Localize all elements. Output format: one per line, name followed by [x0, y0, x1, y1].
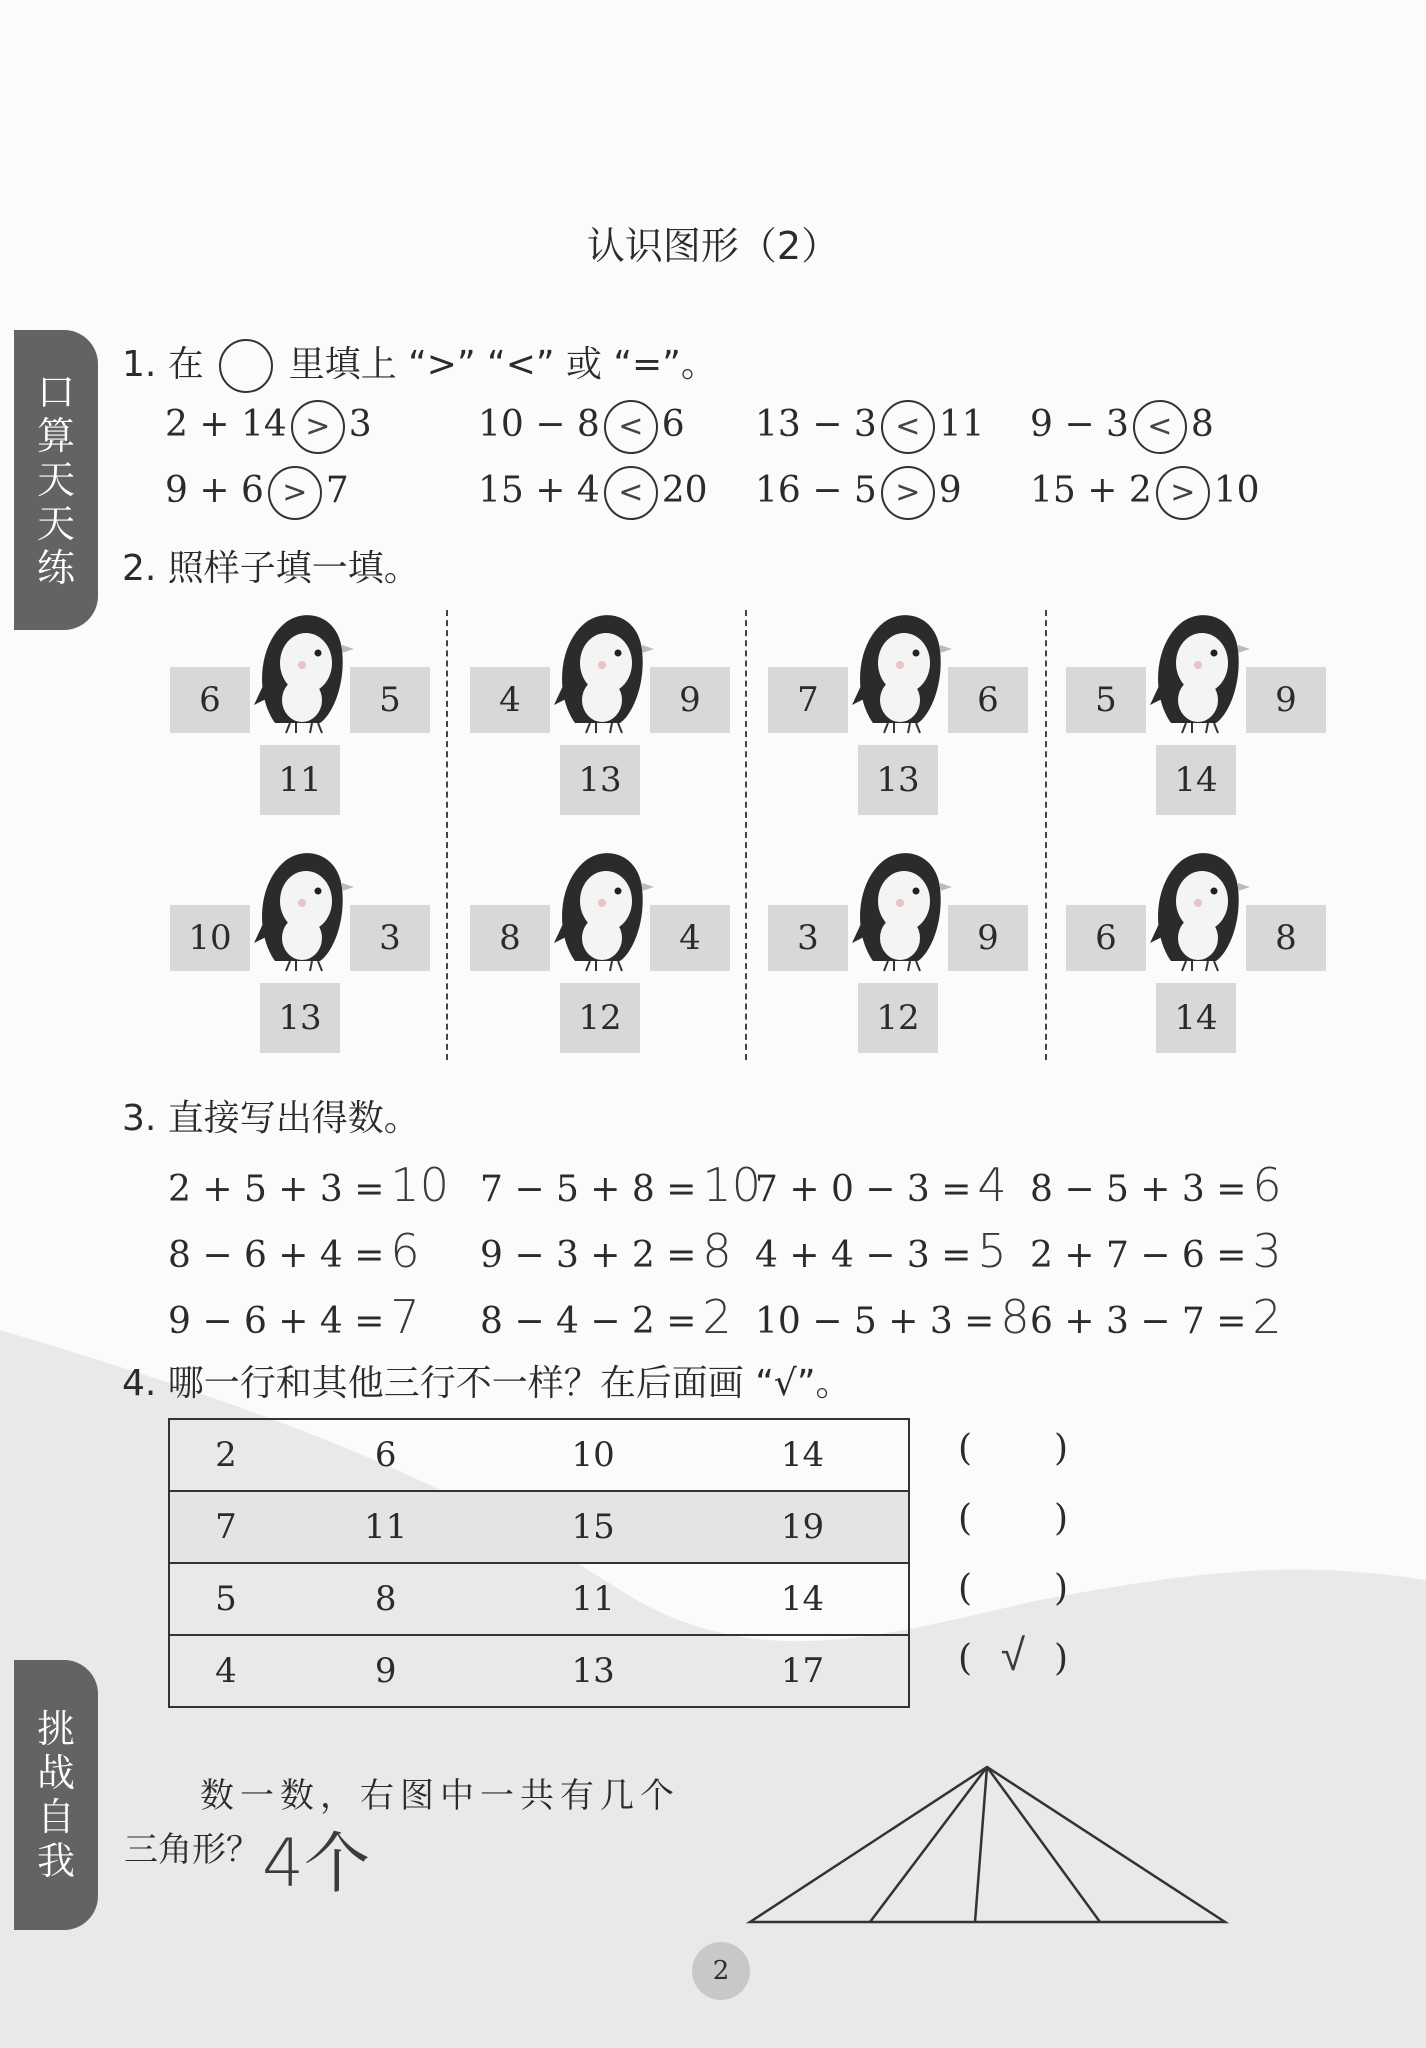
q3-expression: 2 + 7 − 6 =	[1030, 1235, 1247, 1276]
penguin-icon	[550, 843, 660, 977]
penguin-bottom-box[interactable]: 12	[560, 983, 640, 1053]
q1-right-expr: 10	[1213, 470, 1260, 511]
table-cell: 19	[780, 1507, 825, 1547]
penguin-right-box[interactable]: 9	[650, 667, 730, 733]
penguin-icon	[1146, 605, 1256, 739]
q1-item	[165, 466, 349, 520]
table-cell: 17	[780, 1651, 825, 1691]
tab-char: 战	[36, 1751, 75, 1795]
q1-right-expr: 20	[661, 470, 708, 511]
penguin-icon	[848, 605, 958, 739]
penguin-left-box[interactable]: 6	[1066, 905, 1146, 971]
q3-answer[interactable]: 3	[1252, 1224, 1282, 1278]
penguin-left-box[interactable]: 6	[170, 667, 250, 733]
q2-label: 2. 照样子填一填。	[122, 548, 420, 589]
q3-answer[interactable]: 2	[702, 1290, 732, 1344]
q1-left-expr: 2 + 14	[165, 404, 287, 445]
answer-parentheses[interactable]	[958, 1498, 1068, 1539]
tab-char: 我	[36, 1839, 75, 1883]
q3-answer[interactable]: 7	[390, 1290, 420, 1344]
answer-circle[interactable]: >	[881, 466, 935, 520]
answer-circle[interactable]: >	[1156, 466, 1210, 520]
q3-item	[1030, 1158, 1282, 1212]
q3-expression: 7 + 0 − 3 =	[755, 1169, 972, 1210]
q1-right-expr: 6	[661, 404, 685, 445]
answer-circle[interactable]: >	[268, 466, 322, 520]
tab-char: 挑	[36, 1707, 75, 1751]
q1-right-expr: 9	[938, 470, 962, 511]
table-row	[169, 1635, 909, 1707]
q1-right-expr: 3	[348, 404, 372, 445]
q3-expression: 10 − 5 + 3 =	[755, 1301, 995, 1342]
penguin-icon	[250, 843, 360, 977]
table-cell: 13	[571, 1651, 615, 1691]
table-cell: 11	[364, 1507, 408, 1547]
answer-parentheses[interactable]	[958, 1568, 1068, 1609]
penguin-left-box[interactable]: 3	[768, 905, 848, 971]
penguin-right-box[interactable]: 9	[948, 905, 1028, 971]
penguin-icon	[250, 605, 360, 739]
answer-parentheses[interactable]	[958, 1428, 1068, 1469]
tab-char: 练	[36, 546, 75, 590]
q3-answer[interactable]: 6	[390, 1224, 420, 1278]
q3-answer[interactable]: 4	[977, 1158, 1007, 1212]
q1-right-expr: 8	[1190, 404, 1214, 445]
divider	[1045, 610, 1047, 1060]
penguin-bottom-box[interactable]: 12	[858, 983, 938, 1053]
answer-parentheses[interactable]	[958, 1630, 1068, 1681]
q3-item	[480, 1290, 732, 1344]
tab-char: 天	[36, 458, 75, 502]
q1-right-expr: 11	[938, 404, 985, 445]
penguin-icon	[550, 605, 660, 739]
empty-circle-icon	[219, 339, 273, 393]
q1-item	[755, 466, 962, 520]
tab-char: 算	[36, 414, 75, 458]
table-cell: 5	[215, 1579, 237, 1619]
table-cell: 2	[215, 1435, 237, 1475]
table-cell: 15	[571, 1507, 615, 1547]
q3-answer[interactable]: 10	[390, 1158, 449, 1212]
q1-item	[165, 400, 372, 454]
penguin-right-box[interactable]: 8	[1246, 905, 1326, 971]
penguin-left-box[interactable]: 10	[170, 905, 250, 971]
side-tab-challenge	[14, 1660, 98, 1930]
answer-circle[interactable]: <	[604, 400, 658, 454]
penguin-left-box[interactable]: 5	[1066, 667, 1146, 733]
q3-expression: 6 + 3 − 7 =	[1030, 1301, 1247, 1342]
tab-char: 自	[36, 1795, 75, 1839]
penguin-bottom-box[interactable]: 13	[560, 745, 640, 815]
penguin-bottom-box[interactable]: 13	[260, 983, 340, 1053]
q1-label: 1. 在	[122, 344, 204, 385]
q1-instruction	[122, 336, 717, 393]
q3-expression: 8 − 5 + 3 =	[1030, 1169, 1247, 1210]
q3-expression: 9 − 6 + 4 =	[168, 1301, 385, 1342]
q3-answer[interactable]: 2	[1252, 1290, 1282, 1344]
penguin-bottom-box[interactable]: 11	[260, 745, 340, 815]
penguin-left-box[interactable]: 4	[470, 667, 550, 733]
side-tab-oral-practice	[14, 330, 98, 630]
divider	[446, 610, 448, 1060]
q1-label-rest: 里填上 “>” “<” 或 “=”。	[288, 344, 717, 385]
table-row	[169, 1491, 909, 1563]
paren-open: (	[958, 1638, 973, 1679]
answer-circle[interactable]: <	[604, 466, 658, 520]
penguin-bottom-box[interactable]: 14	[1156, 745, 1236, 815]
q3-answer[interactable]: 6	[1252, 1158, 1282, 1212]
q1-left-expr: 13 − 3	[755, 404, 877, 445]
penguin-right-box[interactable]: 5	[350, 667, 430, 733]
q3-item	[755, 1224, 1007, 1278]
penguin-bottom-box[interactable]: 13	[858, 745, 938, 815]
q1-left-expr: 9 − 3	[1030, 404, 1129, 445]
q3-item	[168, 1224, 420, 1278]
q3-expression: 2 + 5 + 3 =	[168, 1169, 385, 1210]
tab-char: 口	[36, 370, 75, 414]
table-cell: 10	[571, 1435, 615, 1475]
paren-open: (	[958, 1498, 973, 1539]
penguin-icon	[848, 843, 958, 977]
answer-circle[interactable]: >	[291, 400, 345, 454]
penguin-icon	[1146, 843, 1256, 977]
q1-left-expr: 15 + 4	[478, 470, 600, 511]
q3-expression: 7 − 5 + 8 =	[480, 1169, 697, 1210]
q1-item	[1030, 466, 1260, 520]
paren-close: )	[1053, 1568, 1068, 1609]
q3-answer[interactable]: 5	[977, 1224, 1007, 1278]
q1-item	[1030, 400, 1214, 454]
answer-circle[interactable]: <	[881, 400, 935, 454]
table-row	[169, 1419, 909, 1491]
q3-expression: 4 + 4 − 3 =	[755, 1235, 972, 1276]
challenge-question-line2: 三角形？	[124, 1830, 260, 1870]
page-number: 2	[692, 1942, 750, 2000]
penguin-bottom-box[interactable]: 14	[1156, 983, 1236, 1053]
challenge-handwritten-answer: 4个	[262, 1825, 370, 1902]
q3-item	[168, 1158, 449, 1212]
paren-close: )	[1053, 1428, 1068, 1469]
q3-expression: 8 − 4 − 2 =	[480, 1301, 697, 1342]
q4-label: 4. 哪一行和其他三行不一样？在后面画 “√”。	[122, 1363, 852, 1404]
q3-answer[interactable]: 10	[702, 1158, 761, 1212]
penguin-right-box[interactable]: 9	[1246, 667, 1326, 733]
q1-left-expr: 10 − 8	[478, 404, 600, 445]
page-title: 认识图形（2）	[586, 224, 840, 268]
answer-mark: √	[1000, 1630, 1026, 1681]
penguin-right-box[interactable]: 6	[948, 667, 1028, 733]
q3-item	[168, 1290, 420, 1344]
table-cell: 9	[374, 1651, 397, 1691]
tab-char: 天	[36, 502, 75, 546]
penguin-right-box[interactable]: 4	[650, 905, 730, 971]
q1-left-expr: 15 + 2	[1030, 470, 1152, 511]
table-cell: 6	[374, 1435, 397, 1475]
paren-close: )	[1053, 1498, 1068, 1539]
answer-circle[interactable]: <	[1133, 400, 1187, 454]
q3-answer[interactable]: 8	[702, 1224, 732, 1278]
table-cell: 8	[374, 1579, 397, 1619]
q3-expression: 9 − 3 + 2 =	[480, 1235, 697, 1276]
q1-left-expr: 9 + 6	[165, 470, 264, 511]
q3-item	[1030, 1290, 1282, 1344]
table-cell: 11	[571, 1579, 615, 1619]
q1-item	[478, 466, 708, 520]
paren-open: (	[958, 1428, 973, 1469]
q3-answer[interactable]: 8	[1000, 1290, 1030, 1344]
penguin-left-box[interactable]: 7	[768, 667, 848, 733]
q3-item	[480, 1158, 761, 1212]
q3-expression: 8 − 6 + 4 =	[168, 1235, 385, 1276]
q1-right-expr: 7	[325, 470, 349, 511]
table-cell: 14	[780, 1579, 825, 1619]
q3-item	[755, 1290, 1030, 1344]
table-cell: 4	[215, 1651, 237, 1691]
table-row	[169, 1563, 909, 1635]
triangle-figure	[745, 1762, 1230, 1932]
q3-item	[755, 1158, 1007, 1212]
q3-item	[480, 1224, 732, 1278]
q3-item	[1030, 1224, 1282, 1278]
paren-open: (	[958, 1568, 973, 1609]
q1-item	[755, 400, 985, 454]
table-cell: 14	[780, 1435, 825, 1475]
paren-close: )	[1053, 1638, 1068, 1679]
q1-item	[478, 400, 685, 454]
q3-label: 3. 直接写出得数。	[122, 1098, 420, 1139]
table-cell: 7	[215, 1507, 237, 1547]
penguin-left-box[interactable]: 8	[470, 905, 550, 971]
q1-left-expr: 16 − 5	[755, 470, 877, 511]
q4-table	[168, 1418, 910, 1708]
challenge-question-line1: 数一数，右图中一共有几个	[200, 1776, 680, 1816]
penguin-right-box[interactable]: 3	[350, 905, 430, 971]
divider	[745, 610, 747, 1060]
